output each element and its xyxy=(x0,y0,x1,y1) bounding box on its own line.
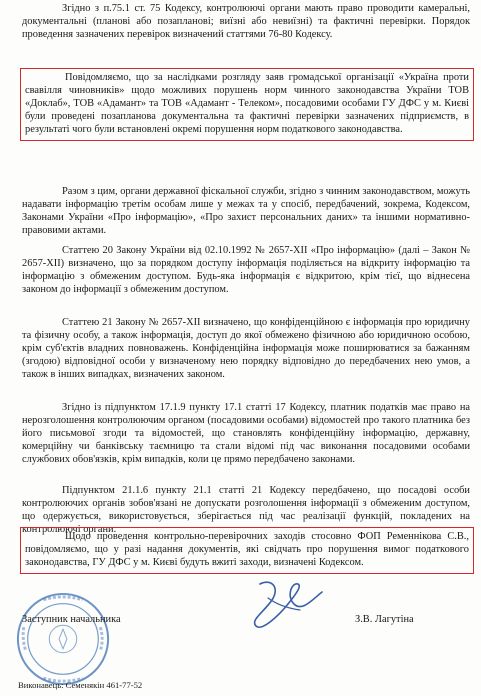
paragraph-inspection-results: Повідомляємо, що за наслідками розгляду заяв громадської організації «Україна проти свавілля чиновників» щодо можливих порушень норм чинного законодавства України ТОВ «Доклаб», ТОВ «Адамант» та ТОВ «Адамант - Телеком», посадовими особами ГУ ДФС у м. Києві були проведені позапланова документальна та фактичні перевірки зазначених підприємств, в результаті чого були встановлені окремі порушення норм податкового законодавства. xyxy=(20,68,474,141)
official-stamp xyxy=(14,590,112,688)
paragraph-fop-remennikov: Щодо проведення контрольно-перевірочних заходів стосовно ФОП Ременнікова С.В., повідомляємо, що у разі надання документів, які свідчать про порушення вимог податкового законодавства, ГУ ДФС у м. Києві будуть вжиті заходи, визначені Кодексом. xyxy=(20,527,474,574)
paragraph-subclause-21-1-6: Підпунктом 21.1.6 пункту 21.1 статті 21 Кодексу передбачено, що посадові особи контролюючих органів зобов'язані не допускати розголошення інформації з обмеженим доступом, що одержується, використовується, зберігається під час реалізації функцій, покладених на контролюючі органи. xyxy=(22,485,470,535)
signatory-name: З.В. Лагутіна xyxy=(355,614,414,625)
executor-contact: Виконавець: Семенякін 461-77-52 xyxy=(18,680,143,690)
handwritten-signature xyxy=(242,574,330,636)
paragraph-article-20: Статтею 20 Закону України від 02.10.1992 № 2657-XII «Про інформацію» (далі – Закон № 2657-XII) визначено, що за порядком доступу інформація поділяється на відкриту інформацію та інформацію з обмеженим доступом. Будь-яка інформація є відкритою, крім тієї, що віднесена законом до інформації з обмеженим доступом. xyxy=(22,245,470,295)
paragraph-subclause-17-1-9: Згідно із підпунктом 17.1.9 пункту 17.1 статті 17 Кодексу, платник податків має право на нерозголошення контролюючим органом (посадовими особами) відомостей про такого платника без його письмової згоди та відомостей, що становлять конфіденційну інформацію, державну, комерційну чи банківську таємницю та стали відомі під час виконання посадовими особами службових обов'язків, крім випадків, коли це прямо передбачено законами. xyxy=(22,402,470,465)
signatory-title: Заступник начальника xyxy=(22,614,121,625)
paragraph-information-disclosure: Разом з цим, органи державної фіскальної служби, згідно з чинним законодавством, можуть надавати інформацію третім особам лише у межах та у спосіб, передбачений, зокрема, Кодексом, Законами України «Про інформацію», «Про захист персональних даних» та іншими нормативно-правовими актами. xyxy=(22,186,470,236)
paragraph-audit-rights: Згідно з п.75.1 ст. 75 Кодексу, контролюючі органи мають право проводити камеральні, документальні (планові або позапланові; виїзні або невиїзні) та фактичні перевірки. Порядок проведення зазначених перевірок визначений статтями 76-80 Кодексу. xyxy=(22,3,470,40)
paragraph-article-21: Статтею 21 Закону № 2657-XII визначено, що конфіденційною є інформація про юридичну та фізичну особу, а також інформація, доступ до якої обмежено фізичною або юридичною особою, крім суб'єктів владних повноважень. Конфіденційна інформація може поширюватися за бажанням (згодою) відповідної особи у визначеному нею порядку відповідно до передбачених нею умов, а також в інших випадках, визначених законом. xyxy=(22,317,470,380)
